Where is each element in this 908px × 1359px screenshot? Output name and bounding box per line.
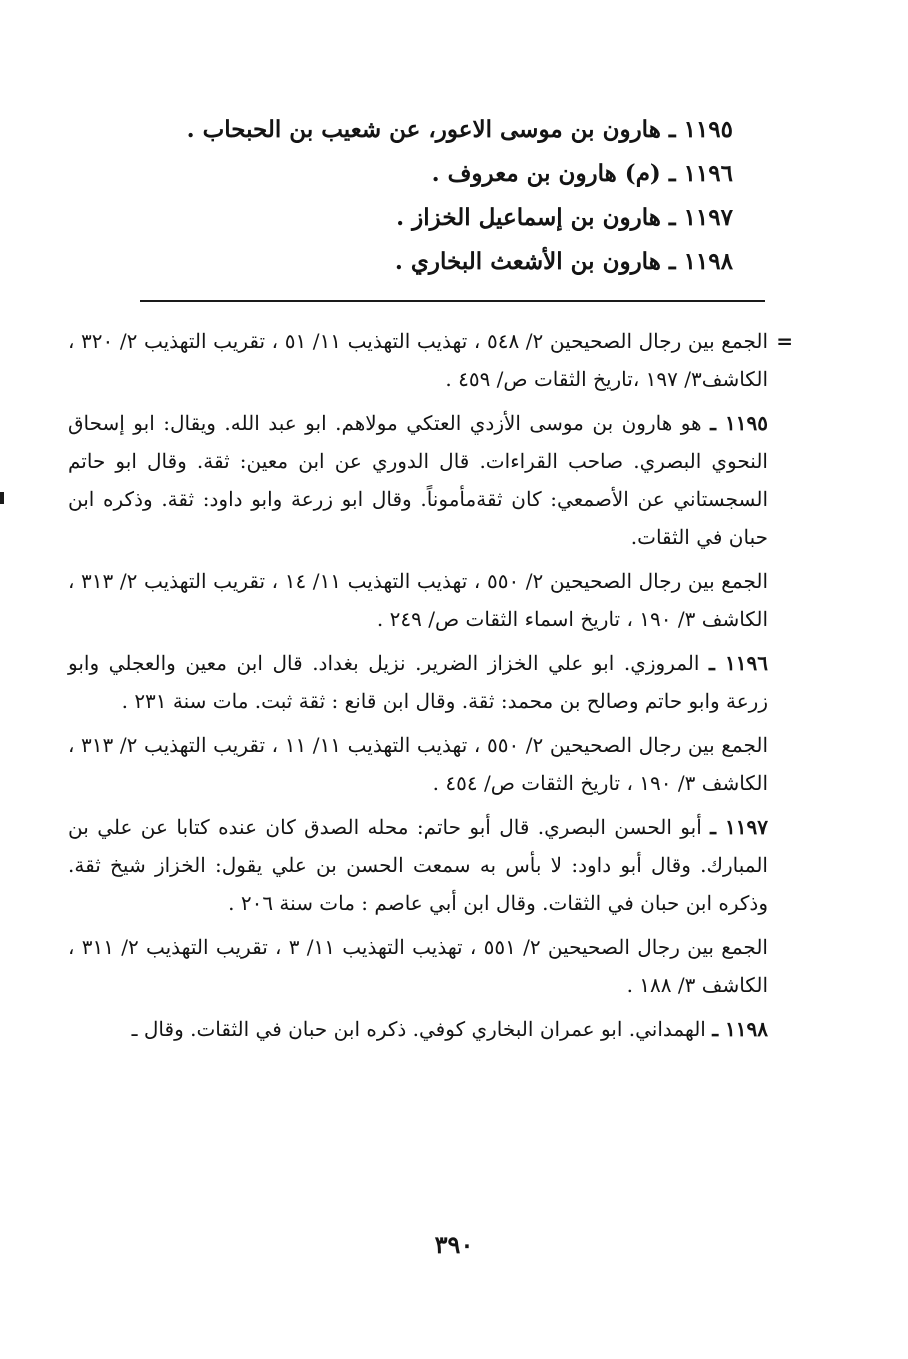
footnote-1196: [68, 644, 768, 720]
footnote-source-text: الجمع بين رجال الصحيحين ٢/ ٥٥١ ، تهذيب التهذيب ١١/ ٣ ، تقريب التهذيب ٢/ ٣١١ ، الكاشف ٣/ ١٨٨ .: [68, 935, 768, 997]
footnote-number: ١١٩٥ ـ: [710, 411, 768, 435]
footnote-1197: [68, 808, 768, 922]
footnotes-section: [68, 322, 793, 1054]
narrator-heading: ١١٩٨ ـ هارون بن الأشعث البخاري .: [394, 248, 733, 275]
footnote-continued-sources: [68, 322, 793, 398]
narrator-heading: ١١٩٥ ـ هارون بن موسى الاعور، عن شعيب بن الحبحاب .: [186, 116, 733, 143]
footnote-body: المروزي. ابو علي الخزاز الضرير. نزيل بغداد. قال ابن معين والعجلي وابو زرعة وابو حاتم وصالح بن محمد: ثقة. وقال ابن قانع : ثقة ثبت. مات سنة ٢٣١ .: [68, 651, 768, 713]
narrator-heading: ١١٩٧ ـ هارون بن إسماعيل الخزاز .: [396, 204, 733, 231]
narrator-heading: ١١٩٦ ـ (م) هارون بن معروف .: [431, 160, 733, 187]
margin-mark: [0, 492, 4, 504]
footnote-1197-sources: [68, 928, 768, 1004]
footnote-source-text: الجمع بين رجال الصحيحين ٢/ ٥٥٠ ، تهذيب التهذيب ١١/ ١٤ ، تقريب التهذيب ٢/ ٣١٣ ، الكاشف ٣/ ١٩٠ ، تاريخ اسماء الثقات ص/ ٢٤٩ .: [68, 569, 769, 631]
footnote-number: ١١٩٦ ـ: [709, 651, 768, 675]
narrator-heading-list: [113, 108, 733, 284]
footnote-1195-sources: [68, 562, 768, 638]
footnote-source-text: الجمع بين رجال الصحيحين ٢/ ٥٥٠ ، تهذيب التهذيب ١١/ ١١ ، تقريب التهذيب ٢/ ٣١٣ ، الكاشف ٣/ ١٩٠ ، تاريخ الثقات ص/ ٤٥٤ .: [68, 733, 769, 795]
footnote-body: أبو الحسن البصري. قال أبو حاتم: محله الصدق كان عنده كتابا عن علي بن المبارك. وقال أبو داود: لا بأس به سمعت الحسن بن علي يقول: الخزاز شيخ ثقة. وذكره ابن حبان في الثقات. وقال ابن أبي عاصم : مات سنة ٢٠٦ .: [68, 815, 768, 915]
continuation-mark: =: [776, 329, 793, 353]
footnote-number: ١١٩٧ ـ: [710, 815, 768, 839]
footnote-body: هو هارون بن موسى الأزدي العتكي مولاهم. ابو عبد الله. ويقال: ابو إسحاق النحوي البصري. صاحب القراءات. قال الدوري عن ابن معين: ثقة. وقال ابو حاتم السجستاني عن الأصمعي: كان ثقةمأموناً. وقال ابو زرعة وابو داود: ثقة. وذكره ابن حبان في الثقات.: [68, 411, 768, 549]
page-number: ٣٩٠: [434, 1230, 474, 1259]
footnote-1195: [68, 404, 768, 556]
footnote-source-text: الجمع بين رجال الصحيحين ٢/ ٥٤٨ ، تهذيب التهذيب ١١/ ٥١ ، تقريب التهذيب ٢/ ٣٢٠ ، الكاشف٣/ ١٩٧ ،تاريخ الثقات ص/ ٤٥٩ .: [68, 329, 769, 391]
footnote-body: الهمداني. ابو عمران البخاري كوفي. ذكره ابن حبان في الثقات. وقال ـ: [131, 1017, 713, 1041]
footnote-number: ١١٩٨ ـ: [712, 1017, 768, 1041]
footnote-divider: [140, 300, 765, 302]
footnote-1198: [68, 1010, 768, 1048]
footnote-1196-sources: [68, 726, 768, 802]
